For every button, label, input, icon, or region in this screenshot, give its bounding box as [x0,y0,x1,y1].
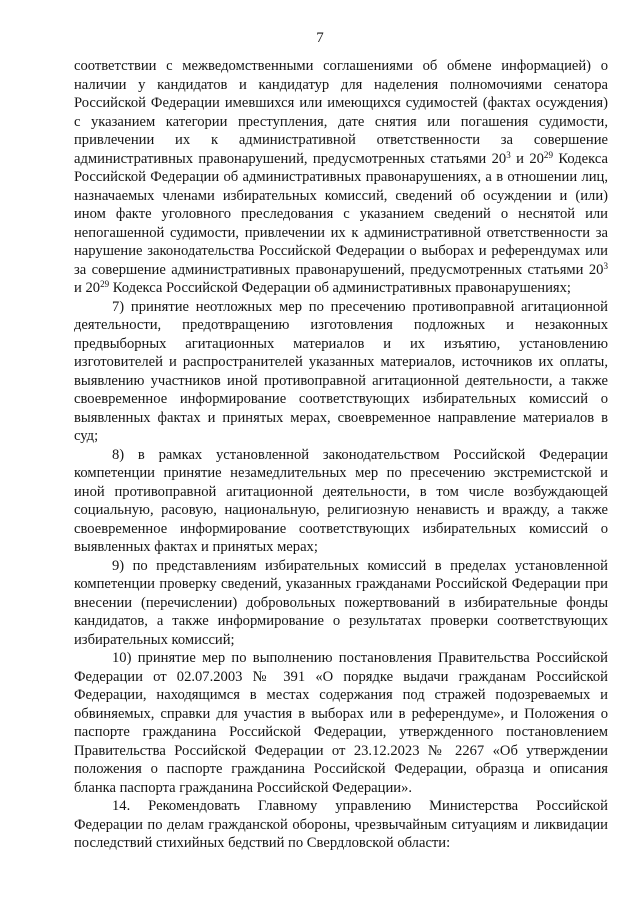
paragraph-text: и 20 [74,280,101,296]
paragraph [74,298,608,446]
paragraph [74,557,608,650]
paragraph-text: Кодекса Российской Федерации об административных правонарушениях, а в отношении лиц, назначаемых членами избирательных комиссий, сведений об осуждении и (или) ином факте уголовного преследования с указанием сведений о неснятой или непогашенной судимости, привлечении их к административной ответственности за нарушение законодательства Российской Федерации о выборах и референдумах или за совершение административных правонарушений, предусмотренных статьями 20 [74,150,609,278]
page-number: 7 [316,30,324,46]
paragraph [74,649,608,797]
paragraph-text: 8) в рамках установленной законодательством Российской Федерации компетенции принятие незамедлительных мер по пресечению экстремистской и иной противоправной агитационной деятельности, в том числе возбуждающей социальную, расовую, национальную, религиозную ненависть и вражду, а также своевременное информирование соответствующих избирательных комиссий о выявленных фактах и принятых мерах; [74,446,608,555]
superscript-text: 29 [100,279,110,290]
paragraph [74,797,608,853]
paragraph-text: 10) принятие мер по выполнению постановления Правительства Российской Федерации от 02.07.2003 № 391 «О порядке выдачи гражданам Российской Федерации, находящимся в местах содержания под стражей подозреваемых и обвиняемых, справки для участия в выборах или в референдуме», и Положения о паспорте гражданина Российской Федерации, утвержденного постановлением Правительства Российской Федерации от 23.12.2023 № 2267 «Об утверждении положения о паспорте гражданина Российской Федерации, образца и описания бланка паспорта гражданина Российской Федерации». [74,650,608,796]
paragraph-text: 7) принятие неотложных мер по пресечению противоправной агитационной деятельности, предотвращению изготовления подложных и незаконных предвыборных агитационных материалов и их изъятию, установлению изготовителей и распространителей указанных материалов, источников их оплаты, выявлению участников иной противоправной агитационной деятельности, а также своевременное информирование соответствующих избирательных комиссий о выявленных фактах и принятых мерах, своевременное направление материалов в суд; [74,298,608,444]
document-body [74,57,608,853]
superscript-text: 29 [543,149,553,160]
paragraph-text: 14. Рекомендовать Главному управлению Министерства Российской Федерации по делам гражданской обороны, чрезвычайным ситуациям и ликвидации последствий стихийных бедствий по Свердловской области: [74,798,608,851]
superscript-text: 3 [603,260,608,271]
paragraph-text: Кодекса Российской Федерации об административных правонарушениях; [109,280,571,296]
paragraph-text: и 20 [510,150,544,167]
paragraph [74,57,608,298]
paragraph [74,446,608,557]
superscript-text: 3 [506,149,511,160]
paragraph-text: соответствии с межведомственными соглашениями об обмене информацией) о наличии у кандидатов и кандидатур для наделения полномочиями сенатора Российской Федерации имевшихся или имеющихся судимостей (фактах осуждения) с указанием категории преступления, дате снятия или погашения судимости, привлечении их к административной ответственности за совершение административных правонарушений, предусмотренных статьями 20 [74,58,608,167]
paragraph-text: 9) по представлениям избирательных комиссий в пределах установленной компетенции проверку сведений, указанных гражданами Российской Федерации при внесении (перечислении) добровольных пожертвований в избирательные фонды кандидатов, а также информирование о результатах проверки соответствующих избирательных комиссий; [74,557,608,648]
